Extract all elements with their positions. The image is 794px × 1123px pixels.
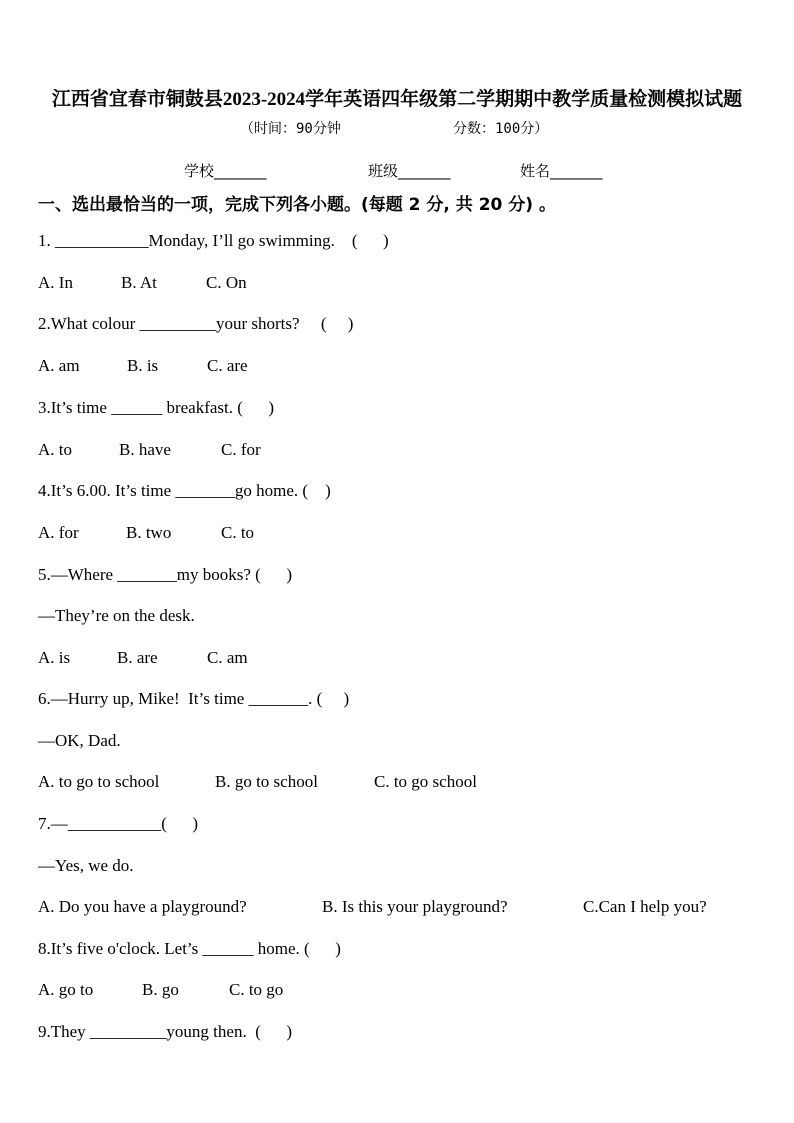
question-7-option-a: A. Do you have a playground?: [38, 897, 247, 916]
question-2-option-a: A. am: [38, 356, 80, 375]
exam-title: 江西省宜春市铜鼓县2023-2024学年英语四年级第二学期期中教学质量检测模拟试题: [51, 89, 743, 110]
question-3-option-b: B. have: [119, 440, 171, 459]
question-8-option-a: A. go to: [38, 980, 94, 999]
question-9: 9.They _________young then. ( ): [38, 1022, 293, 1041]
exam-score: 分数：100分）: [453, 121, 549, 137]
question-6: 6.—Hurry up, Mike! It’s time _______. ( ): [38, 689, 350, 708]
question-6-option-c: C. to go school: [374, 772, 477, 791]
question-5: 5.—Where _______my books? ( ): [38, 565, 293, 584]
question-4-option-a: A. for: [38, 523, 79, 542]
question-1-option-a: A. In: [38, 273, 73, 292]
question-5-option-c: C. am: [207, 648, 248, 667]
question-4-option-b: B. two: [126, 523, 172, 542]
question-5-option-b: B. are: [117, 648, 158, 667]
question-5-answer: —They’re on the desk.: [38, 606, 195, 625]
exam-time: （时间：90分钟: [240, 121, 341, 137]
question-7: 7.—___________( ): [38, 814, 199, 833]
question-2: 2.What colour _________your shorts? ( ): [38, 314, 354, 333]
question-3-option-a: A. to: [38, 440, 72, 459]
question-1-option-c: C. On: [206, 273, 247, 292]
question-2-option-c: C. are: [207, 356, 248, 375]
question-4-option-c: C. to: [221, 523, 255, 542]
school-field: 学校_______: [184, 162, 267, 180]
question-1-option-b: B. At: [121, 273, 157, 292]
question-6-option-b: B. go to school: [215, 772, 318, 791]
section-heading: 一、选出最恰当的一项，完成下列各小题。(每题 2 分, 共 20 分) 。: [38, 195, 556, 215]
question-7-answer: —Yes, we do.: [38, 856, 134, 875]
name-field: 姓名_______: [520, 162, 603, 180]
question-6-answer: —OK, Dad.: [38, 731, 121, 750]
question-5-option-a: A. is: [38, 648, 71, 667]
question-1: 1. ___________Monday, I’ll go swimming. ( ): [38, 231, 389, 250]
question-2-option-b: B. is: [127, 356, 159, 375]
question-7-option-b: B. Is this your playground?: [322, 897, 508, 916]
question-3-option-c: C. for: [221, 440, 261, 459]
question-3: 3.It’s time ______ breakfast. ( ): [38, 398, 275, 417]
question-4: 4.It’s 6.00. It’s time _______go home. ( ): [38, 481, 331, 500]
question-7-option-c: C.Can I help you?: [583, 897, 707, 916]
question-8-option-b: B. go: [142, 980, 179, 999]
question-6-option-a: A. to go to school: [38, 772, 160, 791]
class-field: 班级_______: [368, 162, 451, 180]
question-8-option-c: C. to go: [229, 980, 284, 999]
question-8: 8.It’s five o'clock. Let’s ______ home. ( ): [38, 939, 341, 958]
